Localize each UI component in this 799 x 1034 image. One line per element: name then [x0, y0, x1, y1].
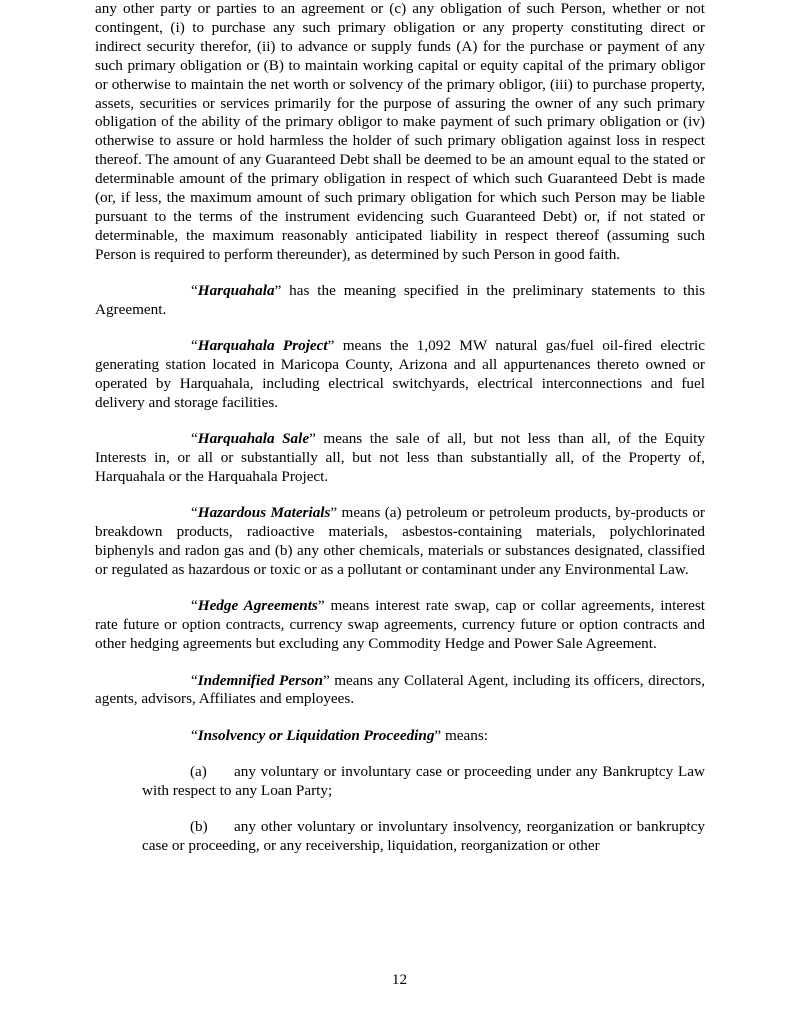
paragraph-gap — [95, 709, 705, 726]
definition-hedge-agreements: “Hedge Agreements” means interest rate swap, cap or collar agreements, interest rate future or option contracts, currency swap agreements, currency future or option contracts and other hedging agreements but excluding any Commodity Hedge and Power Sale Agreement. — [95, 597, 705, 653]
definition-text: has the meaning specified in the preliminary statements to this Agreement. — [95, 282, 705, 318]
defined-term: Insolvency or Liquidation Proceeding — [197, 726, 435, 744]
defined-term: Hedge Agreements — [197, 597, 318, 615]
subclause-text: any voluntary or involuntary case or proceeding under any Bankruptcy Law with respect to any Loan Party; — [142, 763, 705, 799]
definition-text: means the 1,092 MW natural gas/fuel oil-fired electric generating station located in Maricopa County, Arizona and all appurtenances thereto owned or operated by Harquahala, including electrical switchyards, electrical interconnections and fuel delivery and storage facilities. — [95, 337, 705, 411]
definition-harquahala-project: “Harquahala Project” means the 1,092 MW natural gas/fuel oil-fired electric generating station located in Maricopa County, Arizona and all appurtenances thereto owned or operated by Harquahala, including electrical switchyards, electrical interconnections and fuel delivery and storage facilities. — [95, 337, 705, 411]
definition-hazardous-materials: “Hazardous Materials” means (a) petroleum or petroleum products, by-products or breakdown products, radioactive materials, asbestos-containing materials, polychlorinated biphenyls and radon gas and (b) any other chemicals, materials or substances designated, classified or regulated as hazardous or toxic or as a pollutant or contaminant under any Environmental Law. — [95, 504, 705, 579]
paragraph-gap — [95, 413, 705, 430]
definition-harquahala-sale: “Harquahala Sale” means the sale of all, but not less than all, of the Equity Interests in, or all or substantially all, but not less than substantially all, of the Property of, Harquahala or the Harquahala Project. — [95, 430, 705, 486]
subclause-b — [142, 818, 705, 856]
definition-text: means the sale of all, but not less than all, of the Equity Interests in, or all or substantially all, but not less than substantially all, of the Property of, Harquahala or the Harquahala Project. — [95, 430, 705, 486]
document-body — [95, 0, 705, 856]
definition-insolvency-or-liquidation-proceeding: “Insolvency or Liquidation Proceeding” means: — [191, 726, 488, 744]
subclause-text: any other voluntary or involuntary insolvency, reorganization or bankruptcy case or proceeding, or any receivership, liquidation, reorganization or other — [142, 818, 705, 855]
subclause-a — [142, 763, 705, 801]
definition-text: means: — [441, 726, 488, 744]
paragraph-gap — [95, 320, 705, 337]
paragraph-gap — [95, 801, 705, 818]
paragraph-gap — [95, 265, 705, 282]
definition-text: means (a) petroleum or petroleum products, by-products or breakdown products, radioactive materials, asbestos-containing materials, polychlorinated biphenyls and radon gas and (b) any other chemicals, materials or substances designated, classified or regulated as hazardous or toxic or as a pollutant or contaminant under any Environmental Law. — [95, 504, 705, 579]
page-number: 12 — [391, 971, 408, 988]
paragraph-gap — [95, 487, 705, 504]
subclause-label: (a) — [190, 763, 207, 781]
continuation-paragraph: any other party or parties to an agreement or (c) any obligation of such Person, whether or not contingent, (i) to purchase any such primary obligation or any property constituting direct or indirect security therefor, (ii) to advance or supply funds (A) for the purchase or payment of any such primary obligation or (B) to maintain working capital or equity capital of the primary obligor or otherwise to maintain the net worth or solvency of the primary obligor, (iii) to purchase property, assets, securities or services primarily for the purpose of assuring the owner of any such primary obligation of the ability of the primary obligor to make payment of such primary obligation or (iv) otherwise to assure or hold harmless the holder of such primary obligation against loss in respect thereof. The amount of any Guaranteed Debt shall be deemed to be an amount equal to the stated or determinable amount of the primary obligation in respect of which such Guaranteed Debt is made (or, if less, the maximum amount of such primary obligation for which such Person may be liable pursuant to the terms of the instrument evidencing such Guaranteed Debt) or, if not stated or determinable, the maximum reasonably anticipated liability in respect thereof (assuming such Person is required to perform thereunder), as determined by such Person in good faith. — [95, 0, 705, 263]
defined-term: Harquahala Sale — [197, 430, 310, 448]
defined-term: Hazardous Materials — [197, 504, 331, 522]
subclause-label: (b) — [190, 818, 208, 836]
defined-term: Harquahala — [197, 282, 275, 300]
paragraph-gap — [95, 580, 705, 597]
definition-harquahala: “Harquahala” has the meaning specified in the preliminary statements to this Agreement. — [95, 282, 705, 318]
paragraph-gap — [95, 654, 705, 671]
definition-text: means interest rate swap, cap or collar agreements, interest rate future or option contracts, currency swap agreements, currency future or option contracts and other hedging agreements but excluding any Commodity Hedge and Power Sale Agreement. — [95, 597, 705, 653]
definition-text: means any Collateral Agent, including its officers, directors, agents, advisors, Affiliates and employees. — [95, 671, 706, 708]
defined-term: Harquahala Project — [197, 337, 328, 355]
paragraph-gap — [95, 746, 705, 763]
defined-term: Indemnified Person — [197, 671, 323, 689]
definition-indemnified-person: “Indemnified Person” means any Collateral Agent, including its officers, directors, agents, advisors, Affiliates and employees. — [95, 671, 706, 708]
